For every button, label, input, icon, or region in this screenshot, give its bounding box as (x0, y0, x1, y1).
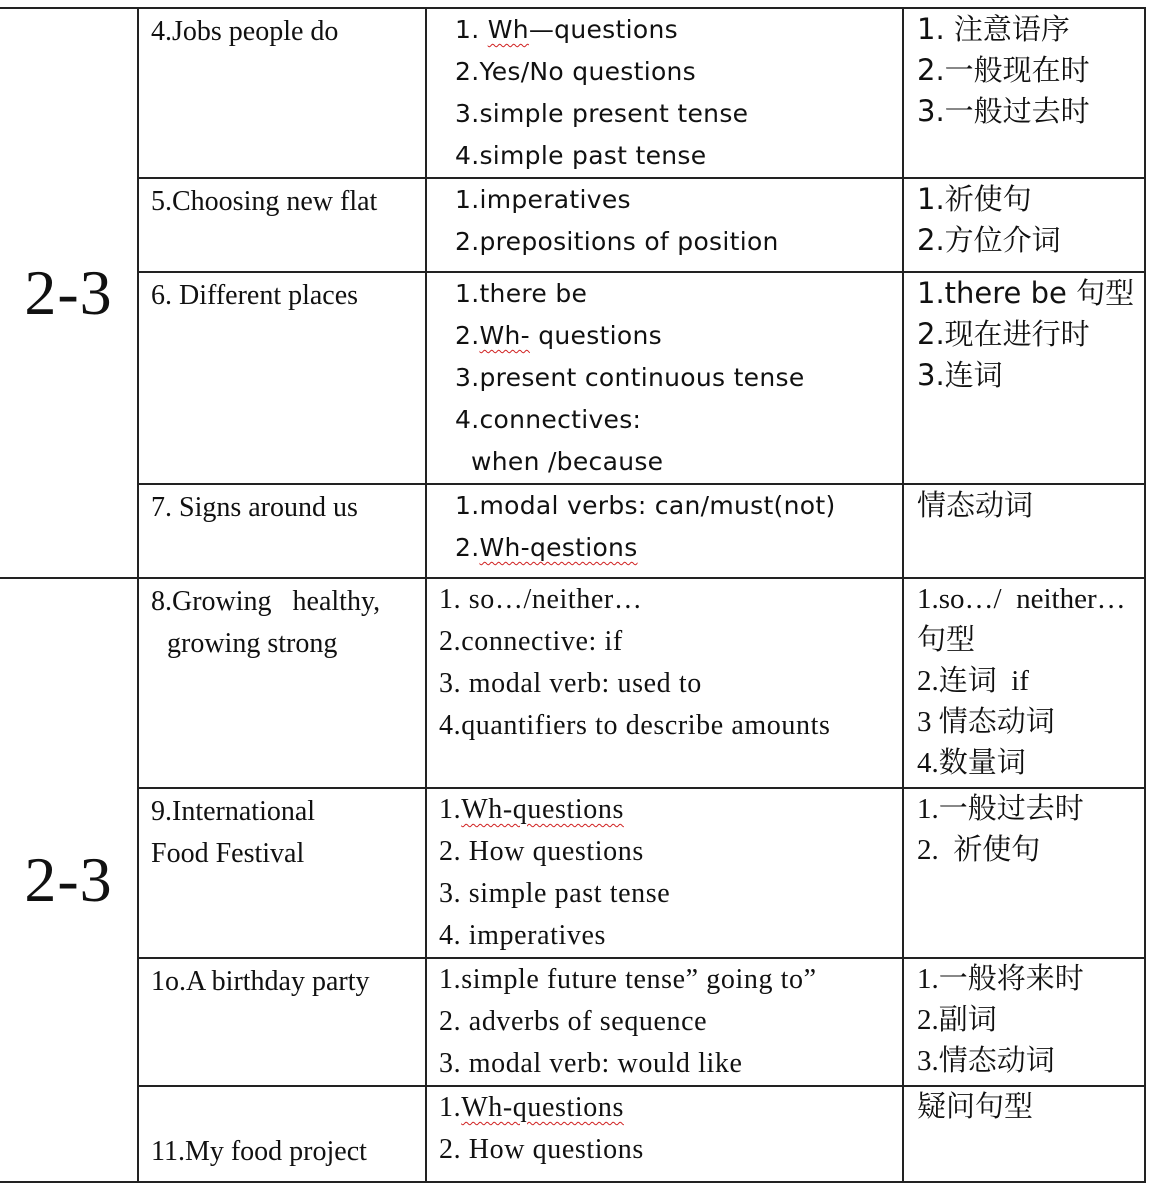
chinese-item: 2. 祈使句 (917, 834, 1041, 866)
table-row (0, 578, 1145, 788)
table-row (0, 272, 1145, 484)
grammar-cell (426, 1086, 903, 1182)
grade-cell (0, 8, 138, 578)
unit-title: 5.Choosing new flat (151, 186, 378, 217)
grammar-cell (426, 484, 903, 578)
chinese-cell (903, 8, 1145, 178)
grammar-item: 2. How questions (439, 836, 644, 867)
grammar-cell (426, 178, 903, 272)
unit-title: 6. Different places (151, 280, 359, 311)
grammar-item: 3.simple present tense (455, 99, 749, 128)
grammar-item: 1.there be (455, 279, 588, 308)
chinese-item: 1.there be 句型 (917, 276, 1135, 310)
unit-title: 1o.A birthday party (151, 966, 370, 997)
grammar-item: 4.connectives: (455, 405, 642, 434)
unit-cell (138, 1086, 426, 1182)
chinese-item: 1.一般将来时 (917, 963, 1084, 995)
grammar-item: 2.Wh- questions (455, 321, 662, 350)
grammar-item: 1. Wh—questions (455, 15, 678, 44)
grammar-item: 1.Wh-questions (439, 794, 624, 825)
chinese-item: 1.祈使句 (917, 182, 1032, 216)
chinese-cell (903, 578, 1145, 788)
grade-cell (0, 578, 138, 1182)
unit-title: Food Festival (151, 838, 305, 869)
chinese-item: 3.连词 (917, 358, 1003, 392)
chinese-item: 1.一般过去时 (917, 793, 1084, 825)
unit-cell (138, 178, 426, 272)
chinese-item: 2.副词 (917, 1004, 997, 1036)
grammar-item: 1.modal verbs: can/must(not) (455, 491, 836, 520)
unit-title: 11.My food project (151, 1136, 367, 1167)
grammar-item: 3.present continuous tense (455, 363, 805, 392)
chinese-item: 3 情态动词 (917, 706, 1055, 738)
chinese-item: 3.一般过去时 (917, 94, 1090, 128)
grammar-item: 1. so…/neither… (439, 584, 643, 615)
table-row (0, 958, 1145, 1086)
grammar-item: 4.quantifiers to describe amounts (439, 710, 831, 741)
grammar-item: 1.Wh-questions (439, 1092, 624, 1123)
grammar-item: 2.prepositions of position (455, 227, 779, 256)
table-row (0, 1086, 1145, 1182)
grammar-item: 4. imperatives (439, 920, 607, 951)
chinese-cell (903, 272, 1145, 484)
grammar-cell (426, 272, 903, 484)
grammar-item: 2.connective: if (439, 626, 623, 657)
grammar-item: 1.simple future tense” going to” (439, 964, 817, 995)
table-row (0, 8, 1145, 178)
unit-cell (138, 958, 426, 1086)
unit-title: 8.Growing healthy, (151, 586, 381, 617)
grammar-item: 2. adverbs of sequence (439, 1006, 708, 1037)
grammar-item: 2.Wh-qestions (455, 533, 638, 562)
chinese-cell (903, 1086, 1145, 1182)
grammar-item: 4.simple past tense (455, 141, 707, 170)
chinese-cell (903, 788, 1145, 958)
spellcheck-underline: Wh-qestions (479, 533, 638, 562)
unit-title: growing strong (167, 628, 338, 659)
grammar-cell (426, 8, 903, 178)
chinese-item: 4.数量词 (917, 747, 1026, 779)
table-row (0, 788, 1145, 958)
unit-cell (138, 484, 426, 578)
grammar-item: 1.imperatives (455, 185, 631, 214)
grammar-cell (426, 578, 903, 788)
chinese-cell (903, 958, 1145, 1086)
spellcheck-underline: Wh (487, 15, 529, 44)
grade-label: 2-3 (24, 257, 113, 328)
chinese-item: 1.so…/ neither… (917, 583, 1126, 615)
chinese-cell (903, 484, 1145, 578)
spellcheck-underline: Wh- (479, 321, 530, 350)
unit-cell (138, 788, 426, 958)
grammar-item: when /because (471, 447, 664, 476)
chinese-item: 1. 注意语序 (917, 12, 1070, 46)
chinese-item: 3.情态动词 (917, 1045, 1055, 1077)
spellcheck-underline: Wh-questions (461, 794, 624, 825)
chinese-cell (903, 178, 1145, 272)
chinese-item: 2.方位介词 (917, 223, 1061, 257)
chinese-item: 情态动词 (917, 488, 1034, 522)
grammar-item: 2.Yes/No questions (455, 57, 697, 86)
grammar-item: 3. modal verb: would like (439, 1048, 743, 1079)
chinese-item: 2.连词 if (917, 665, 1029, 697)
unit-title: 9.International (151, 796, 316, 827)
unit-title: 4.Jobs people do (151, 16, 339, 47)
grammar-table (0, 7, 1146, 1183)
grade-label: 2-3 (24, 844, 113, 915)
grammar-cell (426, 958, 903, 1086)
grammar-item: 3. simple past tense (439, 878, 671, 909)
table-row (0, 484, 1145, 578)
grammar-cell (426, 788, 903, 958)
chinese-item: 句型 (917, 624, 976, 656)
unit-cell (138, 272, 426, 484)
grammar-item: 3. modal verb: used to (439, 668, 702, 699)
table-row (0, 178, 1145, 272)
chinese-item: 2.现在进行时 (917, 317, 1090, 351)
chinese-item: 2.一般现在时 (917, 53, 1090, 87)
unit-title: 7. Signs around us (151, 492, 358, 523)
chinese-item: 疑问句型 (917, 1091, 1034, 1123)
unit-cell (138, 8, 426, 178)
unit-cell (138, 578, 426, 788)
spellcheck-underline: Wh-questions (461, 1092, 624, 1123)
grammar-item: 2. How questions (439, 1134, 644, 1165)
